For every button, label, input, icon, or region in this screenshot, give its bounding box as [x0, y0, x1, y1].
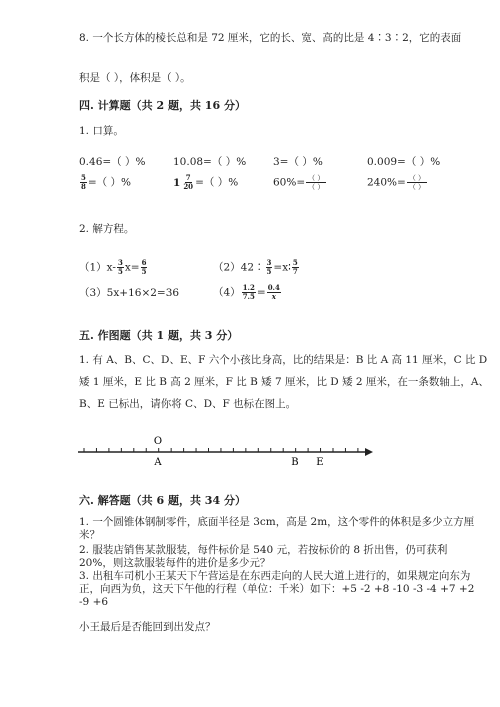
equation-4: （4） $\frac{1.2}{7.5}$ = $\frac{0.4}{x}$	[213, 283, 280, 301]
origin-label: O	[153, 436, 163, 447]
oral-calc-3: 3=（ ）%	[273, 156, 323, 168]
oral-calc-8: 240%= $\frac{( )}{( )}$	[367, 174, 426, 191]
oral-calc-4: 0.009=（ ）%	[367, 156, 441, 168]
fraction: $\frac{5}{8}$	[81, 173, 86, 191]
oral-calc-5: $\frac{5}{8}$ =（ ）%	[81, 173, 131, 191]
q8-line2: 积是（ ），体积是（ ）。	[79, 72, 191, 84]
answer-q3-question: 小王最后是否能回到出发点？	[79, 621, 216, 633]
equation-3: （3）5x+16×2=36	[79, 287, 180, 299]
answer-q2: 2. 服装店销售某款服装，每件标价是 540 元，若按标价的 8 折出售，仍可获利 20%，则这款服装每件的进价是多少元？	[79, 544, 448, 569]
number-line	[70, 432, 380, 472]
section5-question: 1. 有 A、B、C、D、E、F 六个小孩比身高，比的结果是：B 比 A 高 11 厘米，C 比 D 矮 1 厘米，E 比 B 高 2 厘米，F 比 B 矮 7 厘米，比 D 矮 2 厘米，在一条数轴上，A、B、E 已标出，请你将 C、D、F 也标在图上。	[79, 354, 490, 410]
equation-2: （2）42∶ $\frac{3}{5}$ =x∶ $\frac{5}{7}$	[213, 258, 298, 276]
fraction: $\frac{7}{20}$	[183, 173, 194, 191]
blank-fraction: $\frac{( )}{( )}$	[408, 174, 426, 191]
q1-label: 1. 口算。	[79, 125, 124, 137]
point-label-a: A	[154, 457, 162, 468]
blank-fraction: $\frac{( )}{( )}$	[308, 174, 325, 191]
point-label-e: E	[316, 457, 324, 468]
section6-heading: 六. 解答题（共 6 题，共 34 分）	[79, 494, 246, 507]
answer-q1: 1. 一个圆锥体钢制零件，底面半径是 3cm，高是 2m，这个零件的体积是多少立方厘米？	[79, 516, 475, 541]
oral-calc-6: 1 $\frac{7}{20}$ =（ ）%	[173, 173, 239, 191]
arrow-icon	[365, 448, 373, 456]
section5-heading: 五. 作图题（共 1 题，共 3 分）	[79, 329, 239, 342]
point-label-b: B	[291, 457, 299, 468]
equation-1: （1）x- $\frac{3}{5}$ x= $\frac{6}{5}$	[79, 258, 147, 276]
oral-calc-2: 10.08=（ ）%	[173, 156, 247, 168]
oral-calc-1: 0.46=（ ）%	[79, 156, 146, 168]
q8-line1: 8. 一个长方体的棱长总和是 72 厘米，它的长、宽、高的比是 4∶3∶2，它的表面	[79, 32, 462, 44]
section4-heading: 四. 计算题（共 2 题，共 16 分）	[79, 99, 246, 112]
oral-calc-7: 60%= $\frac{( )}{( )}$	[273, 174, 325, 191]
q2-label: 2. 解方程。	[79, 223, 135, 235]
answer-q3: 3. 出租车司机小王某天下午营运是在东西走向的人民大道上进行的，如果规定向东为正，向西为负，这天下午他的行程（单位：千米）如下：+5 -2 +8 -10 -3 -4 +7 +2 -9 +6	[79, 570, 475, 608]
